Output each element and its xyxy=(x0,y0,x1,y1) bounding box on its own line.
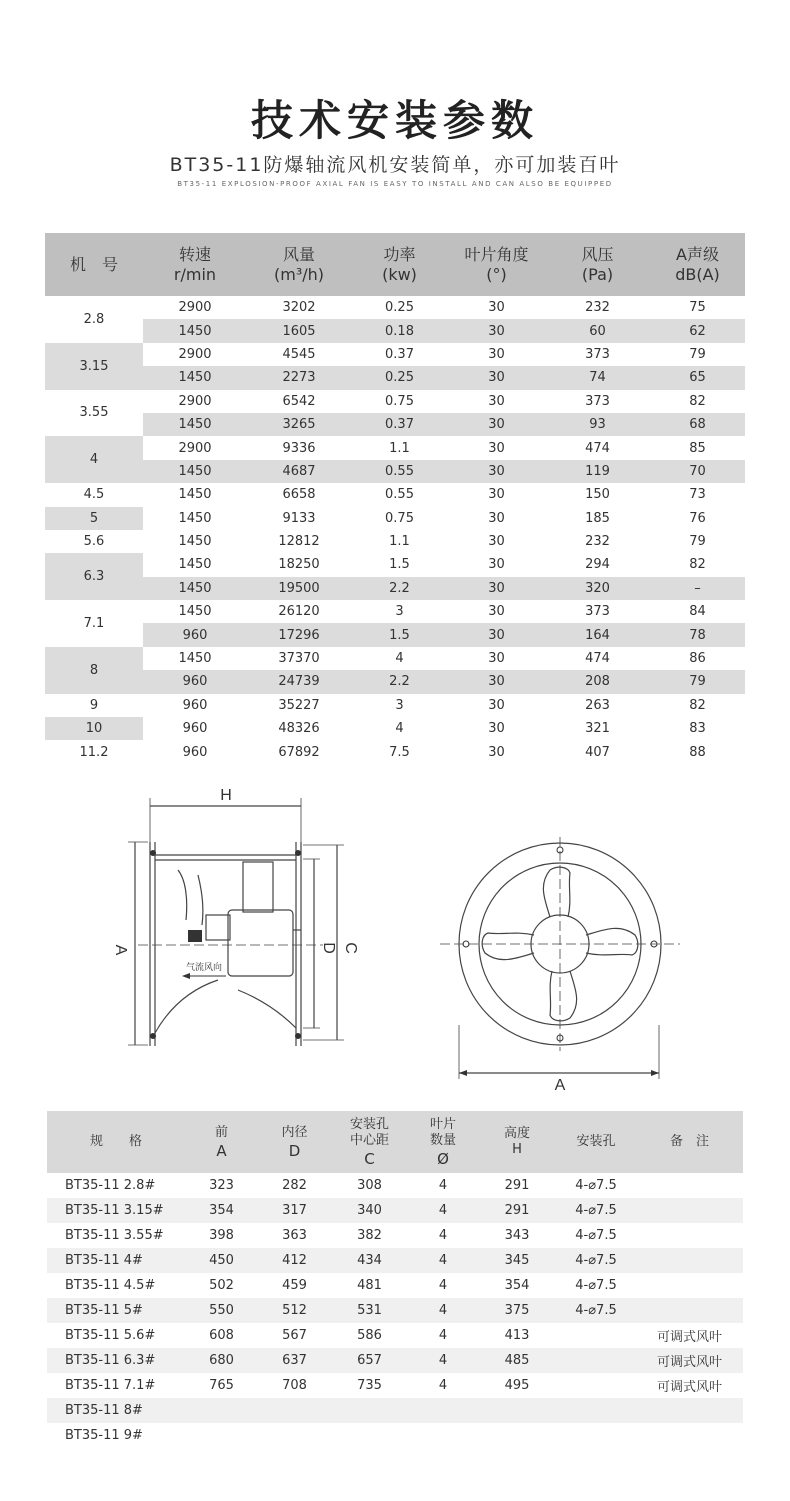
table-row xyxy=(143,319,745,342)
header-cell-front-a: 前 A xyxy=(214,1125,228,1160)
header-cell-power: 功率 (kw) xyxy=(382,244,417,284)
table-cell: 382 xyxy=(357,1228,382,1243)
table-cell: 84 xyxy=(689,604,706,620)
table-cell: 1450 xyxy=(178,604,212,620)
table-cell: BT35-11 2.8# xyxy=(65,1178,156,1193)
table-cell: 150 xyxy=(585,487,610,503)
table-cell: 可调式风叶 xyxy=(656,1355,722,1370)
table-cell: 17296 xyxy=(278,627,320,643)
table-cell: 48326 xyxy=(278,721,320,737)
table-cell: 4-⌀7.5 xyxy=(575,1203,617,1218)
table-cell: 30 xyxy=(488,393,505,409)
table-cell: 6542 xyxy=(282,393,316,409)
housing-top xyxy=(155,855,296,860)
table-row xyxy=(47,1248,743,1273)
model-group xyxy=(45,600,745,647)
table-row xyxy=(143,600,745,623)
table-cell: 3 xyxy=(395,604,404,620)
table-cell: 4-⌀7.5 xyxy=(575,1303,617,1318)
table-cell: 1450 xyxy=(178,323,212,339)
header-cell-airflow: 风量 (m³/h) xyxy=(273,244,324,284)
table-cell: 0.55 xyxy=(385,463,414,479)
table-cell: 119 xyxy=(585,463,610,479)
table-cell: 75 xyxy=(689,300,706,316)
table-cell: 4 xyxy=(438,1303,448,1318)
table-cell: BT35-11 3.15# xyxy=(65,1203,164,1218)
table-cell: 30 xyxy=(488,557,505,573)
table-cell: 735 xyxy=(357,1378,382,1393)
table-cell: 321 xyxy=(585,721,610,737)
table-row xyxy=(47,1348,743,1373)
table-row xyxy=(47,1198,743,1223)
table-cell: 450 xyxy=(209,1253,234,1268)
table-cell: 340 xyxy=(357,1203,382,1218)
model-group xyxy=(45,717,745,740)
motor-body xyxy=(228,910,293,976)
table-cell: 86 xyxy=(689,651,706,667)
table-cell: 4-⌀7.5 xyxy=(575,1178,617,1193)
table-cell: 26120 xyxy=(278,604,320,620)
model-group xyxy=(45,530,745,553)
table-cell: 232 xyxy=(585,534,610,550)
table-cell: 2273 xyxy=(282,370,316,386)
table-cell: BT35-11 4# xyxy=(65,1253,143,1268)
table-cell: 960 xyxy=(182,697,208,713)
header-cell-spec: 规 格 xyxy=(89,1134,142,1149)
table-cell: 30 xyxy=(488,697,505,713)
table-row xyxy=(143,436,745,459)
table-cell: 960 xyxy=(182,674,208,690)
table-row xyxy=(143,694,745,717)
table-row xyxy=(143,483,745,506)
table-cell: 0.75 xyxy=(385,393,414,409)
table-cell: 4-⌀7.5 xyxy=(575,1228,617,1243)
table-cell: 3265 xyxy=(282,417,316,433)
motor-mount xyxy=(243,862,273,912)
table-cell: 3202 xyxy=(282,300,316,316)
table-cell: 412 xyxy=(282,1253,307,1268)
table-cell: 82 xyxy=(689,697,706,713)
table-cell: 657 xyxy=(357,1353,382,1368)
table-cell: 12812 xyxy=(278,534,320,550)
table-cell: 93 xyxy=(589,417,606,433)
table-row xyxy=(143,530,745,553)
table-cell: 765 xyxy=(209,1378,234,1393)
table-cell: 79 xyxy=(689,534,706,550)
table-cell: 373 xyxy=(585,393,610,409)
table-cell: 232 xyxy=(585,300,610,316)
table-cell: 1.1 xyxy=(389,534,410,550)
table-cell: 502 xyxy=(209,1278,234,1293)
table-row xyxy=(143,390,745,413)
table-cell: BT35-11 5.6# xyxy=(65,1328,156,1343)
table-cell: 30 xyxy=(488,674,505,690)
table-cell: 6658 xyxy=(282,487,316,503)
table-cell: 960 xyxy=(182,627,208,643)
table-row xyxy=(47,1423,743,1448)
table-cell: 185 xyxy=(585,510,610,526)
table-cell: 4687 xyxy=(282,463,316,479)
table-cell: 9336 xyxy=(282,440,316,456)
table-cell: 960 xyxy=(182,744,208,760)
table-row xyxy=(47,1298,743,1323)
model-cell: 4 xyxy=(45,436,143,483)
table-cell: 0.37 xyxy=(385,417,414,433)
table-cell: BT35-11 4.5# xyxy=(65,1278,156,1293)
table-cell: 30 xyxy=(488,323,505,339)
model-group xyxy=(45,647,745,694)
table-cell: 24739 xyxy=(278,674,320,690)
table-cell: 70 xyxy=(689,463,706,479)
table-cell: 4 xyxy=(438,1278,448,1293)
table-cell: 1450 xyxy=(178,417,212,433)
model-group xyxy=(45,694,745,717)
model-group xyxy=(45,343,745,390)
table-cell: BT35-11 5# xyxy=(65,1303,143,1318)
table-cell: 1.1 xyxy=(389,440,410,456)
header-cell-pressure: 风压 (Pa) xyxy=(581,244,614,284)
label-c: C xyxy=(342,942,359,954)
table-cell: 608 xyxy=(209,1328,234,1343)
table-cell: 0.75 xyxy=(385,510,414,526)
model-cell: 5.6 xyxy=(83,534,105,550)
table-cell: 30 xyxy=(488,487,505,503)
table-cell: 1450 xyxy=(178,651,212,667)
performance-table xyxy=(45,233,745,764)
label-a-front: A xyxy=(554,1077,566,1094)
airflow-label: 气流风向 xyxy=(186,963,223,973)
table-row xyxy=(143,670,745,693)
table-cell: 1450 xyxy=(178,580,212,596)
table-cell: 可调式风叶 xyxy=(656,1330,722,1345)
table-cell: 1450 xyxy=(178,370,212,386)
table-cell: 291 xyxy=(504,1203,530,1218)
table-cell: 30 xyxy=(488,651,505,667)
header-cell-model: 机 号 xyxy=(69,254,118,274)
table-cell: 4 xyxy=(438,1228,448,1243)
side-view-drawing xyxy=(108,780,368,1055)
model-cell: 9 xyxy=(89,697,99,713)
model-group xyxy=(45,436,745,483)
blade-left xyxy=(482,933,534,960)
table-row xyxy=(143,717,745,740)
table-cell: 1450 xyxy=(178,487,212,503)
table-cell: 637 xyxy=(282,1353,307,1368)
table-cell: 1605 xyxy=(282,323,316,339)
table-cell: 2900 xyxy=(178,440,212,456)
table-cell: 308 xyxy=(357,1178,382,1193)
table-cell: 1.5 xyxy=(389,627,410,643)
model-cell: 11.2 xyxy=(79,744,109,760)
inlet-flange xyxy=(150,842,155,1046)
table-cell: 60 xyxy=(589,323,606,339)
table-cell: 30 xyxy=(488,370,505,386)
table-cell: 2900 xyxy=(178,346,212,362)
table-cell: 567 xyxy=(282,1328,307,1343)
table-cell: 9133 xyxy=(282,510,316,526)
table-cell: 67892 xyxy=(278,744,320,760)
table-cell: BT35-11 6.3# xyxy=(65,1353,156,1368)
table-row xyxy=(143,460,745,483)
table-cell: 4 xyxy=(438,1353,448,1368)
table-cell: 4-⌀7.5 xyxy=(575,1253,617,1268)
performance-table-header xyxy=(45,233,745,296)
table-cell: BT35-11 9# xyxy=(65,1428,143,1443)
table-row xyxy=(143,296,745,319)
model-cell: 2.8 xyxy=(83,311,105,327)
model-cell: 3.55 xyxy=(79,405,109,421)
model-cell: 7.1 xyxy=(83,615,105,631)
table-cell: 83 xyxy=(689,721,706,737)
table-cell: 474 xyxy=(585,651,610,667)
blade-bottom xyxy=(550,971,577,1021)
table-cell: 0.37 xyxy=(385,346,414,362)
table-cell: 960 xyxy=(182,721,208,737)
blade-right xyxy=(586,928,638,955)
table-cell: 2.2 xyxy=(389,580,410,596)
table-cell: 30 xyxy=(488,534,505,550)
table-cell: 294 xyxy=(585,557,610,573)
table-cell: 586 xyxy=(357,1328,382,1343)
table-cell: 18250 xyxy=(278,557,320,573)
table-cell: 4 xyxy=(438,1253,448,1268)
table-row xyxy=(47,1273,743,1298)
table-cell: 4 xyxy=(438,1328,448,1343)
table-cell: 354 xyxy=(504,1278,530,1293)
table-cell: 4 xyxy=(438,1178,448,1193)
header-cell-blade-count: 叶片 数量 Ø xyxy=(429,1117,456,1168)
label-a-side: A xyxy=(112,944,129,956)
table-cell: 73 xyxy=(689,487,706,503)
front-view-drawing xyxy=(440,825,685,1095)
table-cell: 78 xyxy=(689,627,706,643)
table-cell: 35227 xyxy=(278,697,320,713)
model-group xyxy=(45,740,745,763)
table-cell: 708 xyxy=(282,1378,307,1393)
table-cell: 4 xyxy=(395,651,404,667)
table-cell: 1.5 xyxy=(389,557,410,573)
table-cell: 320 xyxy=(585,580,610,596)
table-cell: 37370 xyxy=(278,651,320,667)
table-cell: BT35-11 7.1# xyxy=(65,1378,156,1393)
header-cell-blade-angle: 叶片角度 (°) xyxy=(464,244,529,284)
table-cell: 343 xyxy=(504,1228,530,1243)
table-cell: 4 xyxy=(438,1203,448,1218)
installation-table xyxy=(47,1111,743,1448)
page-title: 技术安装参数 xyxy=(250,96,539,145)
model-group xyxy=(45,483,745,506)
table-cell: 373 xyxy=(585,604,610,620)
header-cell-height-h: 高度 H xyxy=(503,1126,530,1157)
table-cell: 1450 xyxy=(178,557,212,573)
table-cell: 398 xyxy=(209,1228,234,1243)
header-cell-hole-distance-c: 安装孔 中心距 C xyxy=(349,1117,389,1168)
table-cell: 282 xyxy=(282,1178,307,1193)
table-cell: 495 xyxy=(504,1378,530,1393)
table-cell: 82 xyxy=(689,393,706,409)
table-cell: 413 xyxy=(504,1328,530,1343)
table-cell: 4545 xyxy=(282,346,316,362)
page-subtitle-english: BT35-11 EXPLOSION-PROOF AXIAL FAN IS EASY TO INSTALL AND CAN ALSO BE EQUIPPED xyxy=(177,180,613,188)
table-cell: 512 xyxy=(282,1303,307,1318)
table-row xyxy=(143,507,745,530)
model-cell: 10 xyxy=(45,717,143,740)
table-cell: 474 xyxy=(585,440,610,456)
table-cell: 85 xyxy=(689,440,706,456)
table-cell: 208 xyxy=(585,674,610,690)
table-cell: 0.25 xyxy=(385,370,414,386)
table-cell: 164 xyxy=(585,627,610,643)
table-cell: 550 xyxy=(209,1303,234,1318)
table-cell: 19500 xyxy=(278,580,320,596)
table-cell: 74 xyxy=(589,370,606,386)
performance-table-body xyxy=(45,296,745,764)
table-cell: 2900 xyxy=(178,300,212,316)
table-cell: 680 xyxy=(209,1353,234,1368)
table-row xyxy=(143,413,745,436)
table-row xyxy=(143,623,745,646)
model-cell: 6.3 xyxy=(45,553,143,600)
model-cell: 8 xyxy=(45,647,143,694)
table-row xyxy=(143,577,745,600)
table-cell: 1450 xyxy=(178,463,212,479)
table-cell: 354 xyxy=(209,1203,234,1218)
table-cell: 531 xyxy=(357,1303,382,1318)
table-cell: 68 xyxy=(689,417,706,433)
table-row xyxy=(47,1398,743,1423)
table-row xyxy=(143,553,745,576)
table-row xyxy=(47,1173,743,1198)
table-cell: 65 xyxy=(689,370,706,386)
table-row xyxy=(143,740,745,763)
table-cell: 可调式风叶 xyxy=(656,1380,722,1395)
model-group xyxy=(45,296,745,343)
table-cell: 345 xyxy=(504,1253,530,1268)
table-cell: 0.18 xyxy=(385,323,414,339)
table-cell: 373 xyxy=(585,346,610,362)
table-cell: BT35-11 3.55# xyxy=(65,1228,164,1243)
table-cell: 1450 xyxy=(178,534,212,550)
table-cell: 30 xyxy=(488,721,505,737)
table-cell: 82 xyxy=(689,557,706,573)
table-cell: 30 xyxy=(488,744,505,760)
table-cell: 485 xyxy=(504,1353,530,1368)
table-cell: 4 xyxy=(438,1378,448,1393)
table-cell: 30 xyxy=(488,580,505,596)
table-cell: 4 xyxy=(395,721,404,737)
table-cell: 30 xyxy=(488,627,505,643)
table-cell: – xyxy=(694,580,701,596)
table-cell: 0.25 xyxy=(385,300,414,316)
table-cell: 481 xyxy=(357,1278,382,1293)
header-cell-mounting-hole: 安装孔 xyxy=(576,1134,616,1149)
table-cell: 30 xyxy=(488,440,505,456)
table-cell: 407 xyxy=(585,744,610,760)
table-cell: 30 xyxy=(488,417,505,433)
table-cell: 30 xyxy=(488,604,505,620)
table-cell: 30 xyxy=(488,346,505,362)
header-cell-remark: 备 注 xyxy=(669,1134,709,1149)
table-cell: 0.55 xyxy=(385,487,414,503)
header-cell-noise: A声级 dB(A) xyxy=(675,244,720,284)
table-cell: 79 xyxy=(689,346,706,362)
table-cell: 363 xyxy=(282,1228,307,1243)
table-cell: 291 xyxy=(504,1178,530,1193)
table-cell: 323 xyxy=(209,1178,234,1193)
table-cell: 2900 xyxy=(178,393,212,409)
header-cell-speed: 转速 r/min xyxy=(173,244,217,284)
model-group xyxy=(45,553,745,600)
table-row xyxy=(143,343,745,366)
model-group xyxy=(45,507,745,530)
table-cell: 4-⌀7.5 xyxy=(575,1278,617,1293)
model-cell: 3.15 xyxy=(45,343,143,390)
table-cell: 317 xyxy=(282,1203,307,1218)
page-subtitle: BT35-11防爆轴流风机安装简单，亦可加装百叶 xyxy=(169,154,621,176)
blade-top xyxy=(543,867,570,917)
outlet-flange xyxy=(296,842,301,1046)
table-cell: 79 xyxy=(689,674,706,690)
table-cell: 30 xyxy=(488,463,505,479)
table-cell: BT35-11 8# xyxy=(65,1403,143,1418)
table-cell: 434 xyxy=(357,1253,382,1268)
model-cell: 4.5 xyxy=(83,487,105,503)
table-row xyxy=(47,1223,743,1248)
label-h: H xyxy=(220,787,232,804)
table-cell: 76 xyxy=(689,510,706,526)
table-cell: 263 xyxy=(585,697,610,713)
model-cell: 5 xyxy=(45,507,143,530)
table-cell: 7.5 xyxy=(389,744,410,760)
table-cell: 30 xyxy=(488,300,505,316)
table-cell: 375 xyxy=(504,1303,530,1318)
installation-table-header xyxy=(47,1111,743,1173)
model-group xyxy=(45,390,745,437)
table-cell: 3 xyxy=(395,697,404,713)
table-row xyxy=(143,366,745,389)
table-cell: 62 xyxy=(689,323,706,339)
header-cell-inner-d: 内径 D xyxy=(281,1125,308,1160)
table-cell: 2.2 xyxy=(389,674,410,690)
table-cell: 459 xyxy=(282,1278,307,1293)
installation-table-body xyxy=(47,1173,743,1448)
table-row xyxy=(47,1323,743,1348)
table-cell: 1450 xyxy=(178,510,212,526)
table-row xyxy=(143,647,745,670)
table-row xyxy=(47,1373,743,1398)
table-cell: 30 xyxy=(488,510,505,526)
label-d: D xyxy=(320,942,337,954)
table-cell: 88 xyxy=(689,744,706,760)
